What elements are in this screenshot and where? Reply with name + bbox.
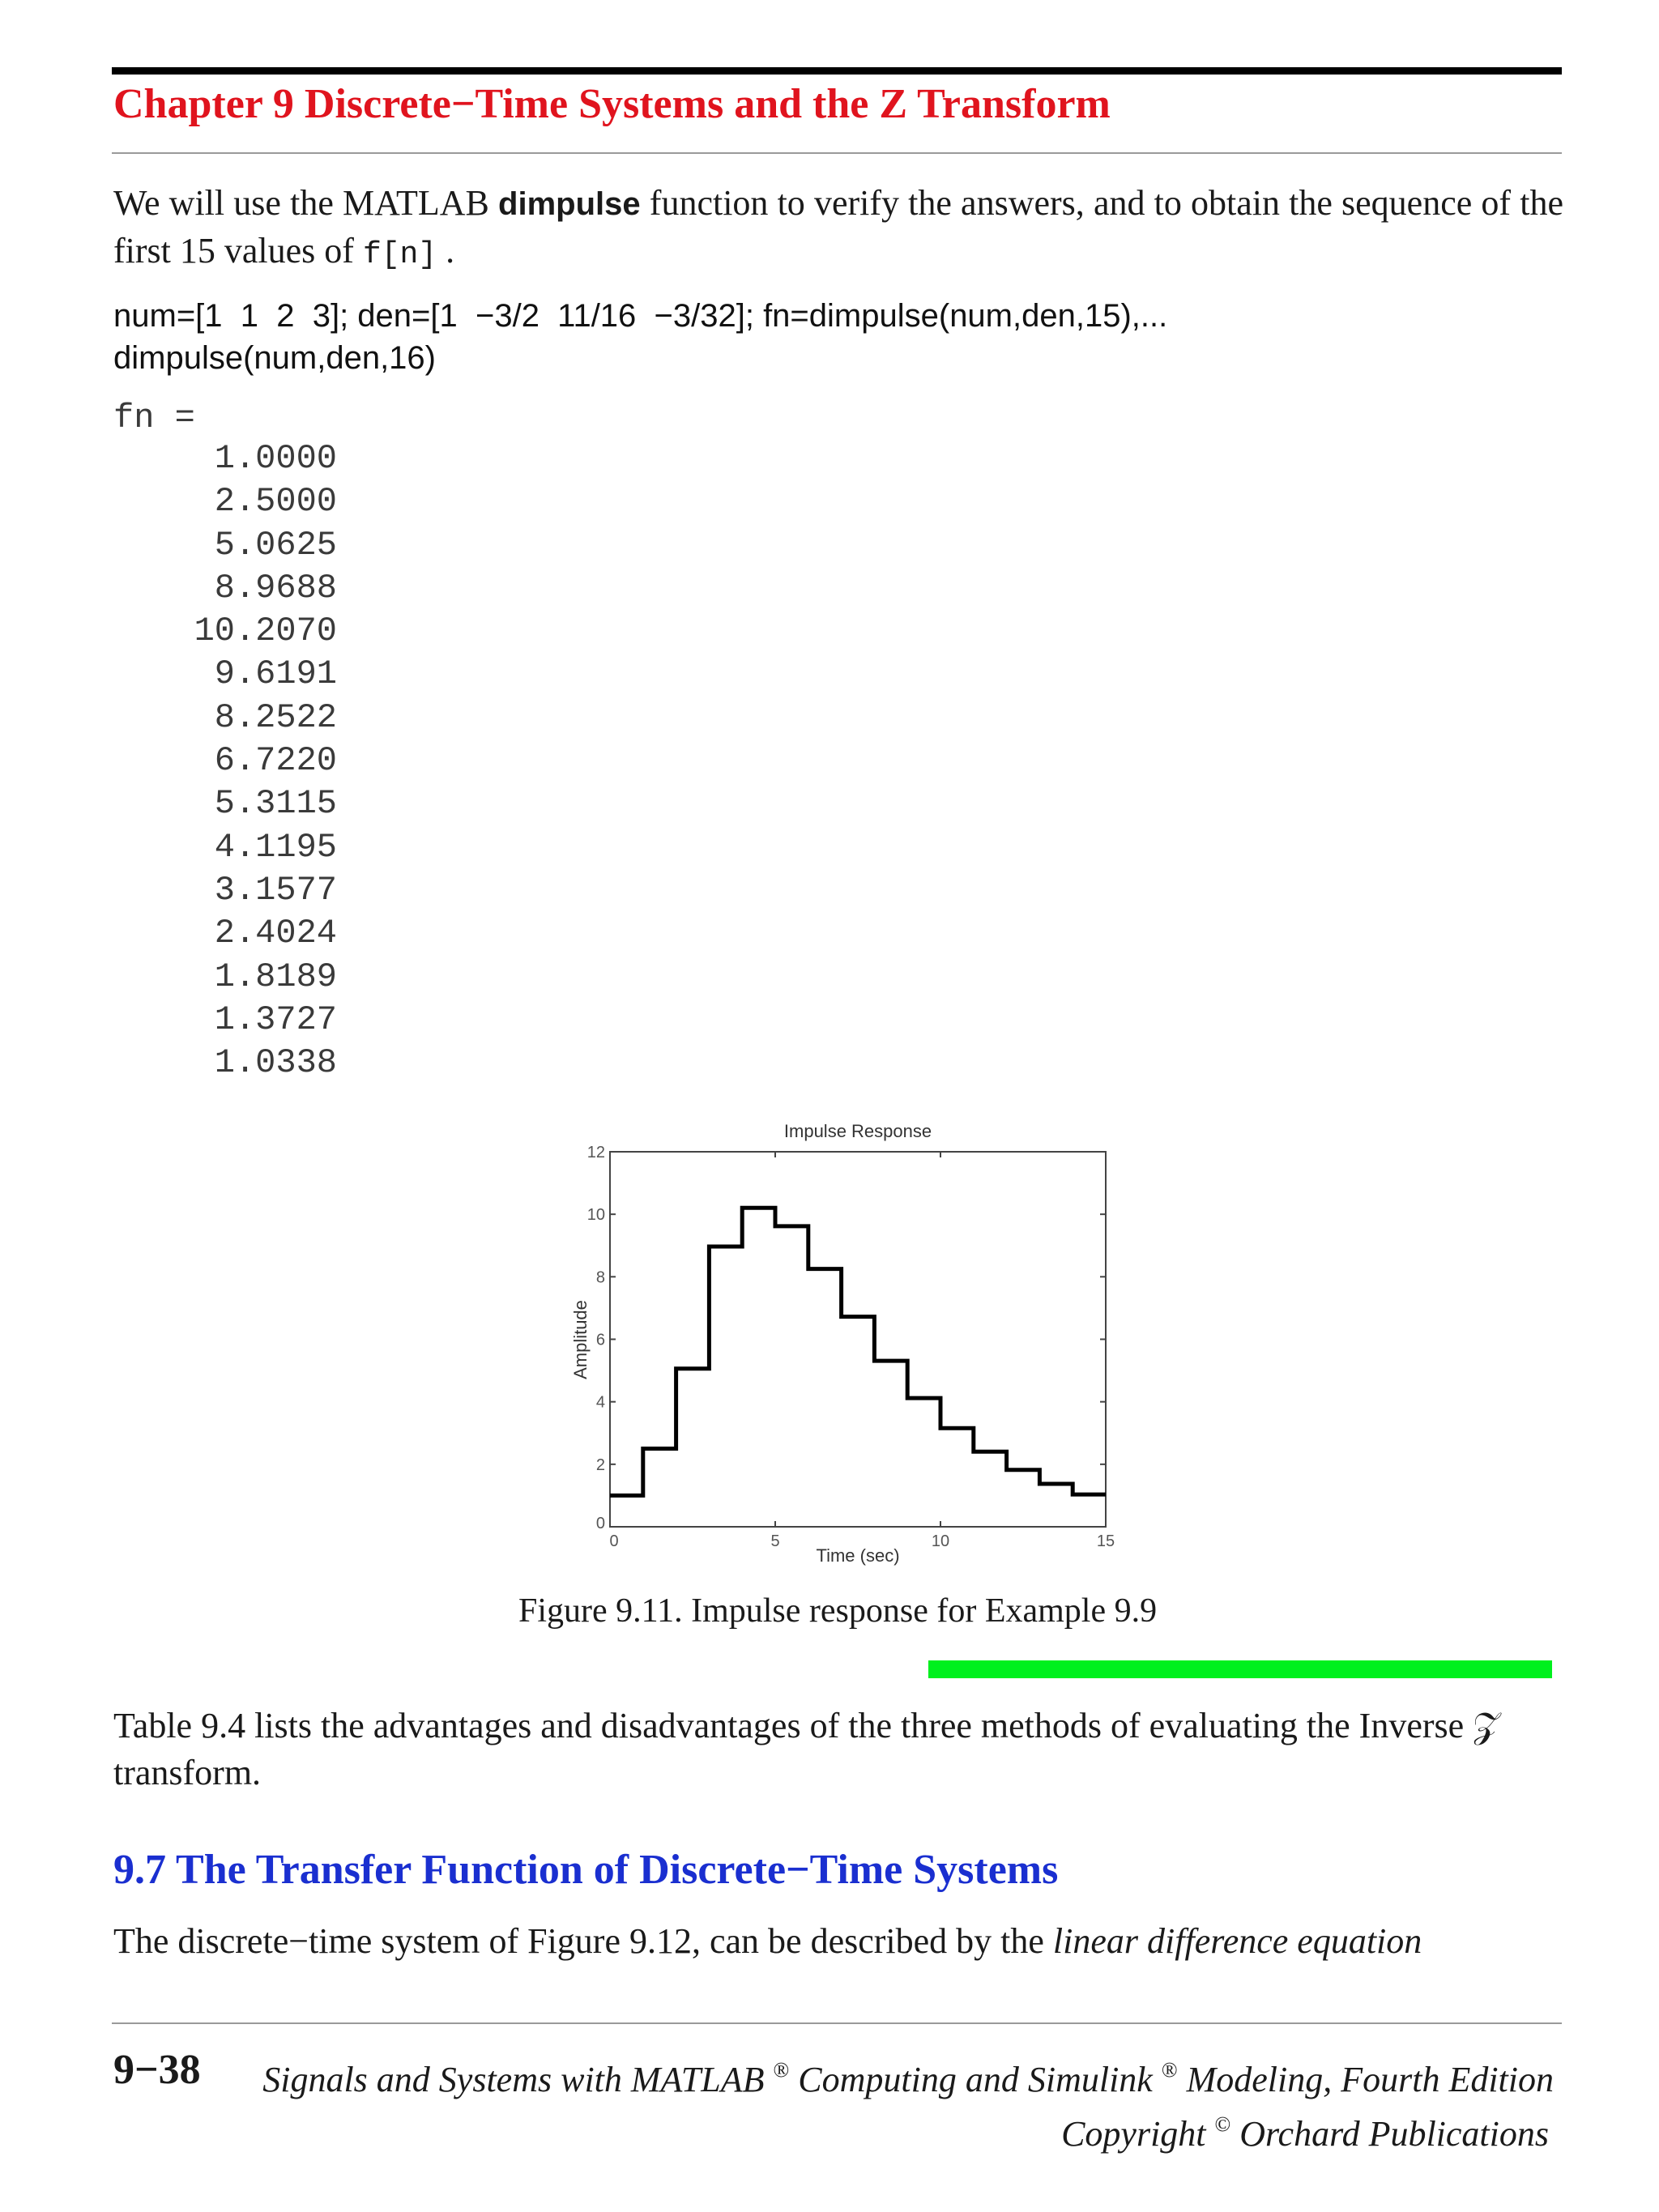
title-rule [112, 152, 1562, 154]
impulse-response-series [610, 1208, 1106, 1495]
highlight-bar [928, 1660, 1552, 1678]
fn-symbol: f[n] [362, 237, 437, 272]
page-number: 9−38 [113, 2047, 201, 2093]
intro-text-before: We will use the MATLAB [113, 183, 499, 223]
output-value: 1.0338 [214, 1043, 337, 1083]
y-tick-label: 2 [595, 1455, 605, 1474]
code-line-2: dimpulse(num,den,16) [113, 340, 436, 376]
footer-copyright [739, 2099, 1549, 2159]
output-value: 3.1577 [214, 870, 337, 910]
output-values [146, 437, 337, 1085]
output-label: fn = [113, 399, 195, 437]
y-tick-label: 8 [595, 1268, 605, 1287]
copyright-word: Copyright [1061, 2114, 1206, 2154]
footer-book-title [241, 2045, 1554, 2105]
y-tick-label: 10 [586, 1206, 605, 1225]
figure-caption: Figure 9.11. Impulse response for Example 9.9 [518, 1592, 1158, 1630]
matlab-code [113, 295, 1563, 379]
x-tick-label: 0 [609, 1532, 619, 1550]
output-value: 2.4024 [214, 914, 337, 953]
section-text-before: The discrete−time system of Figure 9.12, can be described by the [113, 1921, 1053, 1961]
output-value: 1.3727 [214, 999, 337, 1039]
output-value: 6.7220 [214, 741, 337, 781]
x-tick-label: 15 [1096, 1532, 1115, 1550]
x-axis-ticks [609, 1152, 1115, 1550]
section-paragraph [113, 1918, 1563, 1965]
y-tick-label: 4 [595, 1393, 605, 1412]
output-value: 2.5000 [214, 482, 337, 522]
y-tick-label: 6 [595, 1331, 605, 1349]
registered-mark-1: ® [773, 2058, 790, 2082]
y-axis-ticks [587, 1144, 1106, 1532]
output-value: 1.0000 [214, 439, 337, 478]
bottom-rule [112, 2022, 1562, 2024]
book-title-part-2: Computing and Simulink [789, 2060, 1153, 2099]
chart-x-axis-label: Time (sec) [816, 1545, 900, 1566]
book-title-part-3: Modeling, Fourth Edition [1177, 2060, 1554, 2099]
output-value: 9.6191 [214, 654, 337, 694]
impulse-response-chart [551, 1116, 1118, 1570]
book-title-part-1: Signals and Systems with MATLAB [262, 2060, 765, 2099]
output-value: 1.8189 [214, 957, 337, 996]
code-line-1: num=[1 1 2 3]; den=[1 −3/2 11/16 −3/32]; fn=dimpulse(num,den,15),... [113, 298, 1168, 334]
intro-text-after: . [437, 231, 455, 271]
section-title: 9.7 The Transfer Function of Discrete−Time Systems [113, 1847, 1059, 1893]
x-tick-label: 10 [931, 1532, 950, 1550]
dimpulse-keyword: dimpulse [498, 186, 641, 222]
copyright-symbol: © [1214, 2112, 1231, 2136]
chart-y-axis-label: Amplitude [570, 1300, 591, 1379]
output-value: 10.2070 [194, 612, 337, 651]
chart-title: Impulse Response [783, 1121, 932, 1141]
output-value: 8.9688 [214, 568, 337, 607]
output-value: 5.3115 [214, 784, 337, 824]
y-tick-label: 12 [586, 1144, 605, 1161]
top-rule [112, 67, 1562, 75]
output-value: 8.2522 [214, 697, 337, 737]
output-value: 4.1195 [214, 827, 337, 867]
registered-mark-2: ® [1161, 2058, 1178, 2082]
intro-text-middle: function to verify the answers, and to obtain the sequence of the first 15 values of [113, 183, 1563, 271]
section-emphasis: linear difference equation [1052, 1921, 1422, 1961]
intro-paragraph [113, 180, 1563, 279]
publisher-name: Orchard Publications [1239, 2114, 1549, 2154]
x-tick-label: 5 [770, 1532, 780, 1550]
y-tick-label: 0 [595, 1515, 605, 1532]
output-value: 5.0625 [214, 525, 337, 565]
table-note-paragraph: Table 9.4 lists the advantages and disadvantages of the three methods of evaluating the Inverse 𝒵 transform. [113, 1706, 1500, 1792]
chart-svg [551, 1116, 1118, 1570]
chapter-title: Chapter 9 Discrete−Time Systems and the Z Transform [113, 81, 1111, 127]
